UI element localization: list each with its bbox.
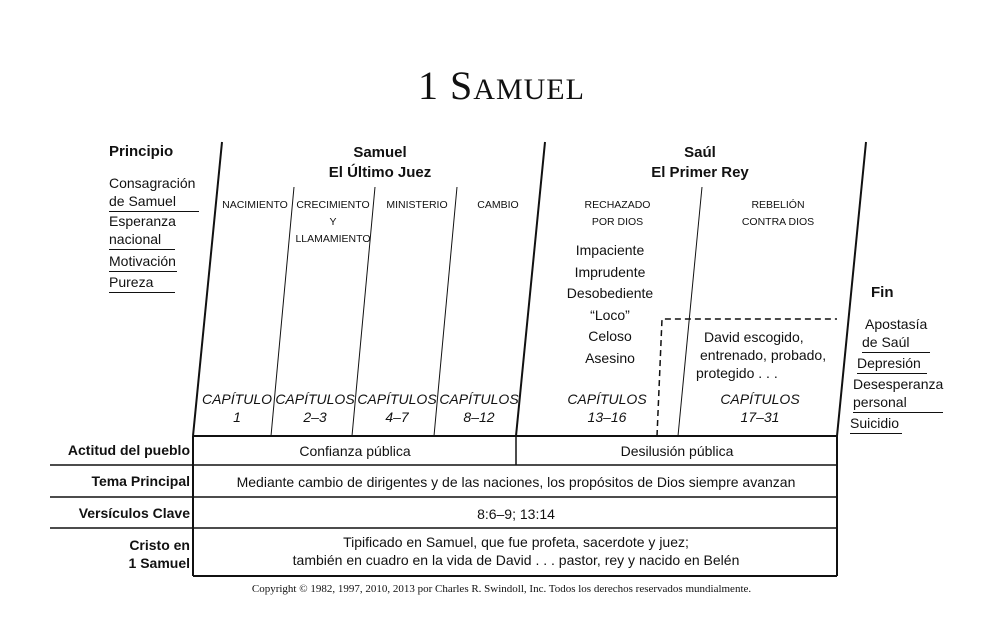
section-rebelion: REBELIÓN CONTRA DIOS	[741, 199, 815, 228]
section-crecimiento: CRECIMIENTO Y LLAMAMIENTO	[295, 199, 371, 245]
chapter-5: CAPÍTULOS 13–16	[567, 391, 647, 425]
principio-item-3: Motivación	[109, 252, 177, 272]
fin-heading: Fin	[871, 284, 894, 301]
principio-item-2: Esperanza nacional	[109, 212, 176, 250]
row-label-tema: Tema Principal	[91, 473, 190, 489]
divider-thin-4	[678, 187, 702, 436]
fin-item-2: Depresión	[857, 354, 927, 374]
actitud-left: Confianza pública	[299, 443, 411, 459]
chapter-2: CAPÍTULOS 2–3	[275, 391, 355, 425]
saul-header: Saúl El Primer Rey	[651, 144, 749, 181]
row-label-actitud: Actitud del pueblo	[67, 442, 190, 458]
fin-item-4: Suicidio	[850, 414, 902, 434]
tema-value: Mediante cambio de dirigentes y de las naciones, los propósitos de Dios siempre avanzan	[236, 474, 796, 490]
chapter-6: CAPÍTULOS 17–31	[720, 391, 800, 425]
principio-heading: Principio	[109, 143, 174, 160]
principio-item-4: Pureza	[109, 273, 175, 293]
fin-item-1: Apostasía de Saúl	[862, 315, 930, 353]
saul-traits: Impaciente Imprudente Desobediente “Loco” Celoso Asesino	[566, 242, 654, 366]
fin-item-3: Desesperanza personal	[853, 375, 943, 413]
chapter-1: CAPÍTULO 1	[201, 391, 272, 425]
section-rechazado: RECHAZADO POR DIOS	[584, 199, 651, 228]
page-title: 1 SAMUEL	[418, 63, 585, 108]
divider-middle	[516, 142, 545, 436]
cristo-value: Tipificado en Samuel, que fue profeta, sacerdote y juez; también en cuadro en la vida de David . . . pastor, rey y nacido en Belén	[292, 534, 740, 568]
chapter-4: CAPÍTULOS 8–12	[439, 391, 519, 425]
actitud-right: Desilusión pública	[620, 443, 734, 459]
versiculos-value: 8:6–9; 13:14	[477, 506, 555, 522]
copyright: Copyright © 1982, 1997, 2010, 2013 por Charles R. Swindoll, Inc. Todos los derechos reservados mundialmente.	[251, 583, 752, 595]
section-ministerio: MINISTERIO	[386, 199, 448, 211]
principio-item-1: Consagración de Samuel	[109, 174, 199, 212]
row-label-versiculos: Versículos Clave	[78, 505, 190, 521]
david-text: David escogido, entrenado, probado, protegido . . .	[696, 329, 827, 381]
samuel-header: Samuel El Último Juez	[328, 144, 432, 181]
section-nacimiento: NACIMIENTO	[222, 199, 288, 211]
chapter-3: CAPÍTULOS 4–7	[357, 391, 437, 425]
section-cambio: CAMBIO	[477, 199, 519, 211]
row-label-cristo: Cristo en 1 Samuel	[128, 537, 190, 571]
